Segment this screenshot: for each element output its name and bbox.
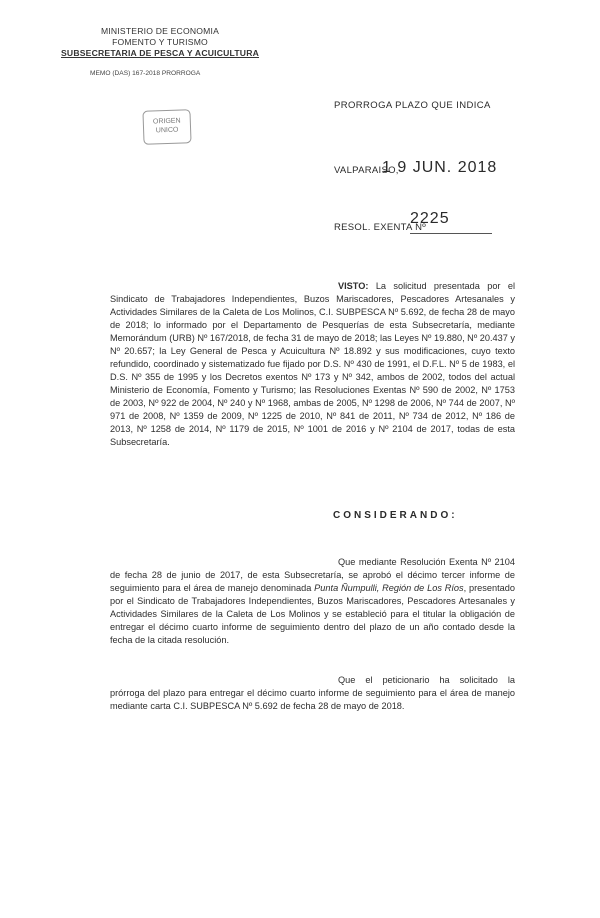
ministry-name: MINISTERIO DE ECONOMIA xyxy=(100,26,220,36)
visto-paragraph xyxy=(110,280,515,449)
visto-text: La solicitud presentada por el Sindicato de Trabajadores Independientes, Buzos Mariscadores, Pescadores Artesanales y Actividades Similares de la Caleta de Los Molinos, C.I. SUBPESCA Nº 5.692, de fecha 28 de mayo de 2018; lo informado por el Departamento de Pesquerías de esta Subsecretaría, mediante Memorándum (URB) Nº 167/2018, de fecha 31 de mayo de 2018; las Leyes Nº 19.880, Nº 20.437 y Nº 20.657; la Ley General de Pesca y Acuicultura Nº 18.892 y sus modificaciones, cuyo texto refundido, coordinado y sistematizado fue fijado por D.S. Nº 430 de 1991, el D.F.L. Nº 5 de 1983, el D.S. Nº 355 de 1995 y los Decretos exentos Nº 173 y Nº 342, ambos de 2002, todos del actual Ministerio de Economía, Fomento y Turismo; las Resoluciones Exentas Nº 590 de 2002, Nº 1753 de 2003, Nº 922 de 2004, Nº 240 y Nº 1968, ambas de 2005, Nº 1298 de 2006, Nº 744 de 2007, Nº 971 de 2008, Nº 1359 de 2009, Nº 1225 de 2010, Nº 841 de 2011, Nº 734 de 2012, Nº 186 de 2013, Nº 1258 de 2014, Nº 1179 de 2015, Nº 1001 de 2016 y Nº 2104 de 2017, todas de esta Subsecretaría. xyxy=(110,281,515,447)
document-subject: PRORROGA PLAZO QUE INDICA xyxy=(334,100,491,111)
memo-reference: MEMO (DAS) 167-2018 PRORROGA xyxy=(90,70,201,77)
considerando-heading: CONSIDERANDO: xyxy=(333,510,458,521)
date-label: VALPARAISO, xyxy=(334,165,399,176)
resolution-number: 2225 xyxy=(410,210,450,227)
considerando-paragraph-2: Que el peticionario ha solicitado la prórroga del plazo para entregar el décimo cuarto informe de seguimiento para el área de manejo mediante carta C.I. SUBPESCA Nº 5.692 de fecha 28 de mayo de 2018. xyxy=(110,675,515,711)
ministry-name-line2: FOMENTO Y TURISMO xyxy=(112,37,208,47)
stamp-line-2: UNICO xyxy=(155,126,179,135)
area-name: Punta Ñumpulli, Región de Los Ríos xyxy=(314,583,464,593)
p1-text-b: , presentado por el Sindicato de Trabajadores Independientes, Buzos Mariscadores, Pescadores Artesanales y Actividades Similares de la Caleta de Los Molinos y se estableció para el titular la obligación de entregar el décimo cuarto informe de seguimiento dentro del plazo de un año contado desde la fecha de la citada resolución. xyxy=(110,583,515,645)
origin-stamp xyxy=(142,109,191,145)
p1-text-a: Que mediante Resolución Exenta Nº 2104 de fecha 28 de junio de 2017, de esta Subsecretaría, se aprobó el décimo tercer informe de seguimiento para el área de manejo denominada xyxy=(110,557,515,593)
letterhead xyxy=(60,26,260,59)
resolution-number-line xyxy=(410,233,492,234)
resolution-label: RESOL. EXENTA Nº xyxy=(334,222,427,233)
visto-lead: VISTO: xyxy=(338,281,369,291)
stamp-line-1: ORIGEN xyxy=(152,117,181,126)
considerando-paragraph-1 xyxy=(110,556,515,647)
date-stamp: 1 9 JUN. 2018 xyxy=(382,159,498,176)
subsecretaria-name: SUBSECRETARIA DE PESCA Y ACUICULTURA xyxy=(60,48,260,58)
